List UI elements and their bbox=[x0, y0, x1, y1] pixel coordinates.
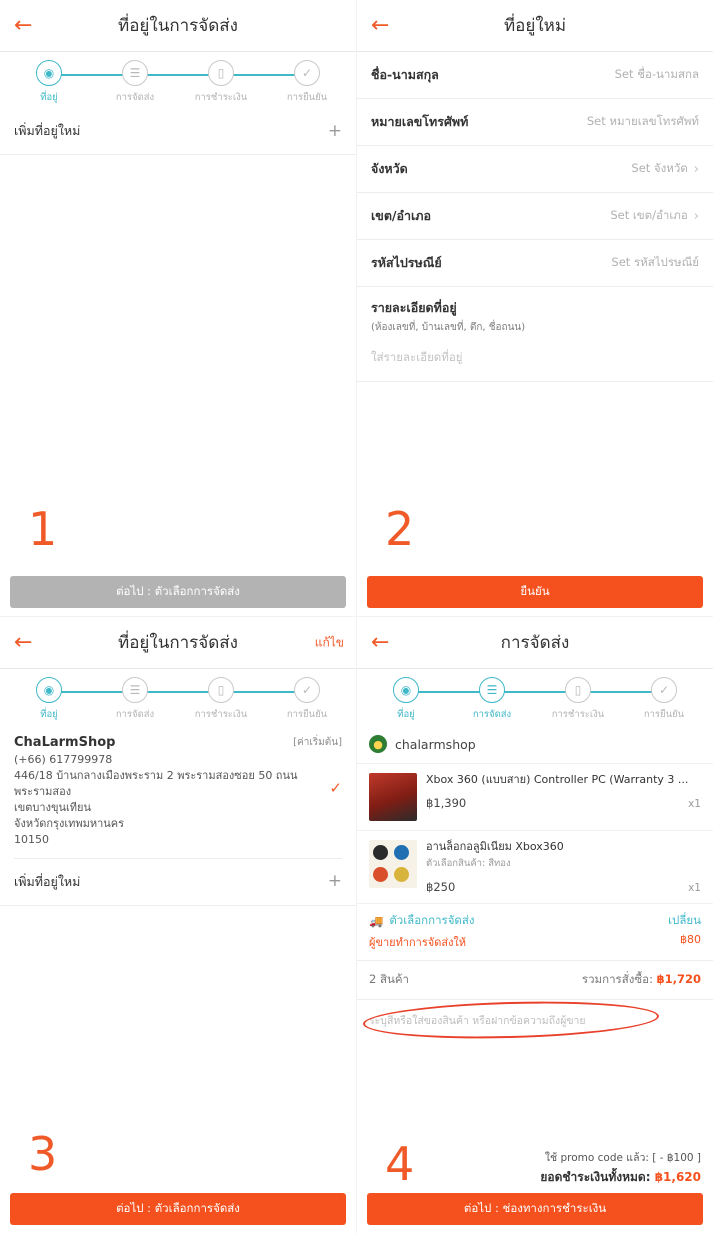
shop-name: chalarmshop bbox=[395, 736, 476, 752]
edit-button[interactable]: แก้ไข bbox=[314, 635, 344, 649]
figure-number-1: 1 bbox=[28, 502, 58, 556]
field-district[interactable] bbox=[357, 193, 713, 240]
step-address[interactable] bbox=[367, 675, 445, 722]
step-confirm[interactable] bbox=[268, 58, 346, 105]
add-address-label: เพิ่มที่อยู่ใหม่ bbox=[14, 123, 81, 138]
next-payment-method-button[interactable]: ต่อไป : ช่องทางการชำระเงิน bbox=[367, 1193, 703, 1225]
field-province[interactable] bbox=[357, 146, 713, 193]
arrow-left-icon[interactable]: ← bbox=[371, 12, 390, 38]
field-fullname[interactable] bbox=[357, 52, 713, 99]
check-icon: ✓ bbox=[294, 677, 320, 703]
panel-shipping-address-empty bbox=[0, 0, 356, 616]
shipping-option-label: ตัวเลือกการจัดส่ง bbox=[389, 913, 475, 928]
grand-total-label: ยอดชำระเงินทั้งหมด: bbox=[540, 1170, 651, 1184]
order-item[interactable] bbox=[357, 831, 713, 904]
page-title: การจัดส่ง bbox=[500, 633, 570, 653]
payment-summary bbox=[357, 1149, 713, 1187]
step-delivery[interactable] bbox=[96, 675, 174, 722]
step-payment[interactable] bbox=[539, 675, 617, 722]
step-label: การชำระเงิน bbox=[194, 92, 248, 103]
step-label: การยืนยัน bbox=[643, 709, 685, 720]
address-line-3: จังหวัดกรุงเทพมหานคร bbox=[14, 816, 125, 830]
header bbox=[0, 617, 356, 669]
grand-total-value: ฿1,620 bbox=[654, 1170, 701, 1184]
add-address-label: เพิ่มที่อยู่ใหม่ bbox=[14, 873, 81, 889]
panel-delivery-order bbox=[357, 617, 713, 1233]
plus-icon[interactable]: + bbox=[327, 871, 342, 892]
field-value[interactable]: Set รหัสไปรษณีย์ bbox=[611, 255, 699, 269]
checkout-stepper bbox=[0, 669, 356, 725]
field-label: รหัสไปรษณีย์ bbox=[371, 255, 442, 270]
field-label: จังหวัด bbox=[371, 161, 408, 176]
bottom-bar bbox=[357, 1193, 713, 1225]
shipping-fee: ฿80 bbox=[680, 933, 701, 947]
step-confirm[interactable] bbox=[268, 675, 346, 722]
figure-number-2: 2 bbox=[385, 502, 415, 556]
check-icon: ✓ bbox=[294, 60, 320, 86]
order-sum-value: ฿1,720 bbox=[656, 972, 701, 987]
order-item[interactable] bbox=[357, 764, 713, 831]
step-address[interactable] bbox=[10, 675, 88, 722]
bottom-bar bbox=[0, 1193, 356, 1225]
seller-note-row[interactable] bbox=[357, 1000, 713, 1045]
figure-number-4: 4 bbox=[385, 1137, 415, 1191]
bottom-bar bbox=[357, 576, 713, 608]
product-price: ฿250 bbox=[426, 880, 456, 895]
seller-note-input[interactable]: ระบุสีหรือใส่ของสินค้า หรือฝากข้อความถึงผู้ขาย bbox=[369, 1015, 586, 1028]
figure-number-3: 3 bbox=[28, 1127, 58, 1181]
location-pin-icon: ◉ bbox=[393, 677, 419, 703]
next-shipping-options-button[interactable]: ต่อไป : ตัวเลือกการจัดส่ง bbox=[10, 1193, 346, 1225]
address-line-1: 446/18 บ้านกลางเมืองพระราม 2 พระรามสองซอย 50 ถนนพระรามสอง bbox=[14, 768, 298, 798]
card-icon: ▯ bbox=[208, 60, 234, 86]
address-body bbox=[14, 752, 342, 848]
checkout-stepper bbox=[0, 52, 356, 108]
step-address[interactable] bbox=[10, 58, 88, 105]
chevron-right-icon: › bbox=[693, 208, 699, 224]
address-line-2: เขตบางขุนเทียน bbox=[14, 800, 91, 814]
annotation-ellipse bbox=[363, 998, 660, 1042]
address-detail-hint: (ห้องเลขที่, บ้านเลขที่, ตึก, ชื่อถนน) bbox=[371, 322, 526, 333]
next-shipping-options-button[interactable]: ต่อไป : ตัวเลือกการจัดส่ง bbox=[10, 576, 346, 608]
address-default-tag: [ค่าเริ่มต้น] bbox=[293, 737, 342, 748]
plus-icon[interactable]: + bbox=[327, 120, 342, 141]
add-new-address-row[interactable] bbox=[0, 108, 356, 155]
field-value[interactable]: Set จังหวัด › bbox=[631, 161, 699, 177]
shipping-detail-row bbox=[357, 933, 713, 961]
arrow-left-icon[interactable]: ← bbox=[14, 12, 33, 38]
panel-new-address bbox=[357, 0, 713, 616]
header bbox=[357, 0, 713, 52]
step-label: การยืนยัน bbox=[286, 92, 328, 103]
truck-icon: 🚚 bbox=[369, 914, 384, 929]
product-price: ฿1,390 bbox=[426, 796, 467, 811]
field-label: เขต/อำเภอ bbox=[371, 208, 432, 223]
step-confirm[interactable] bbox=[625, 675, 703, 722]
field-label: หมายเลขโทรศัพท์ bbox=[371, 114, 469, 129]
step-label: การจัดส่ง bbox=[472, 709, 512, 720]
card-icon: ▯ bbox=[208, 677, 234, 703]
checkout-stepper bbox=[357, 669, 713, 725]
shipping-option-row[interactable] bbox=[357, 904, 713, 933]
field-postcode[interactable] bbox=[357, 240, 713, 287]
order-total-row bbox=[357, 961, 713, 1000]
address-shop-name: ChaLarmShop bbox=[14, 735, 116, 750]
product-thumb-controller bbox=[369, 773, 417, 821]
product-option: ตัวเลือกสินค้า: สีทอง bbox=[426, 858, 511, 870]
step-delivery[interactable] bbox=[453, 675, 531, 722]
page-title: ที่อยู่ใหม่ bbox=[503, 16, 567, 36]
document-icon: ☰ bbox=[122, 677, 148, 703]
product-name: Xbox 360 (แบบสาย) Controller PC (Warranty 3 ... bbox=[426, 773, 689, 786]
add-new-address-row[interactable] bbox=[0, 859, 356, 906]
step-delivery[interactable] bbox=[96, 58, 174, 105]
field-phone[interactable] bbox=[357, 99, 713, 146]
item-count-label: 2 สินค้า bbox=[369, 972, 410, 987]
field-label: ชื่อ-นามสกุล bbox=[371, 67, 439, 82]
location-pin-icon: ◉ bbox=[36, 60, 62, 86]
step-payment[interactable] bbox=[182, 675, 260, 722]
order-sum-label: รวมการสั่งซื้อ: bbox=[581, 972, 653, 987]
promo-code-label: ใช้ promo code แล้ว: [ - ฿100 ] bbox=[544, 1152, 701, 1164]
card-icon: ▯ bbox=[565, 677, 591, 703]
shop-avatar-icon: ● bbox=[369, 735, 387, 753]
product-thumb-thumbsticks bbox=[369, 840, 417, 888]
step-label: การชำระเงิน bbox=[194, 709, 248, 720]
field-value[interactable]: Set เขต/อำเภอ › bbox=[610, 208, 699, 224]
address-detail-title: รายละเอียดที่อยู่ bbox=[371, 300, 457, 315]
location-pin-icon: ◉ bbox=[36, 677, 62, 703]
step-label: การชำระเงิน bbox=[551, 709, 605, 720]
change-shipping-link[interactable]: เปลี่ยน bbox=[668, 913, 701, 928]
panel-shipping-address-filled bbox=[0, 617, 356, 1233]
product-qty: x1 bbox=[688, 882, 701, 895]
document-icon: ☰ bbox=[479, 677, 505, 703]
address-detail-section[interactable] bbox=[357, 287, 713, 382]
saved-address-card[interactable] bbox=[0, 725, 356, 859]
address-line-4: 10150 bbox=[14, 832, 49, 846]
product-qty: x1 bbox=[688, 798, 701, 811]
step-label: ที่อยู่ bbox=[40, 92, 58, 103]
shop-row[interactable] bbox=[357, 725, 713, 764]
arrow-left-icon[interactable]: ← bbox=[14, 629, 33, 655]
step-label: การยืนยัน bbox=[286, 709, 328, 720]
address-phone: (+66) 617799978 bbox=[14, 753, 113, 766]
page-title: ที่อยู่ในการจัดส่ง bbox=[118, 16, 238, 36]
arrow-left-icon[interactable]: ← bbox=[371, 629, 390, 655]
document-icon: ☰ bbox=[122, 60, 148, 86]
confirm-button[interactable]: ยืนยัน bbox=[367, 576, 703, 608]
chevron-right-icon: › bbox=[693, 161, 699, 177]
step-payment[interactable] bbox=[182, 58, 260, 105]
check-icon: ✓ bbox=[329, 779, 342, 797]
shipping-sub-label: ผู้ขายทำการจัดส่งให้ bbox=[369, 936, 467, 950]
field-value[interactable]: Set ชื่อ-นามสกล bbox=[614, 67, 699, 81]
check-icon: ✓ bbox=[651, 677, 677, 703]
step-label: ที่อยู่ bbox=[40, 709, 58, 720]
step-label: การจัดส่ง bbox=[115, 92, 155, 103]
product-name: อานล็อกอลูมิเนียม Xbox360 bbox=[426, 840, 564, 853]
header bbox=[357, 617, 713, 669]
address-detail-input[interactable]: ใส่รายละเอียดที่อยู่ bbox=[371, 350, 463, 364]
step-label: ที่อยู่ bbox=[397, 709, 415, 720]
field-value[interactable]: Set หมายเลขโทรศัพท์ bbox=[586, 114, 699, 128]
header bbox=[0, 0, 356, 52]
step-label: การจัดส่ง bbox=[115, 709, 155, 720]
bottom-bar bbox=[0, 576, 356, 608]
page-title: ที่อยู่ในการจัดส่ง bbox=[118, 633, 238, 653]
